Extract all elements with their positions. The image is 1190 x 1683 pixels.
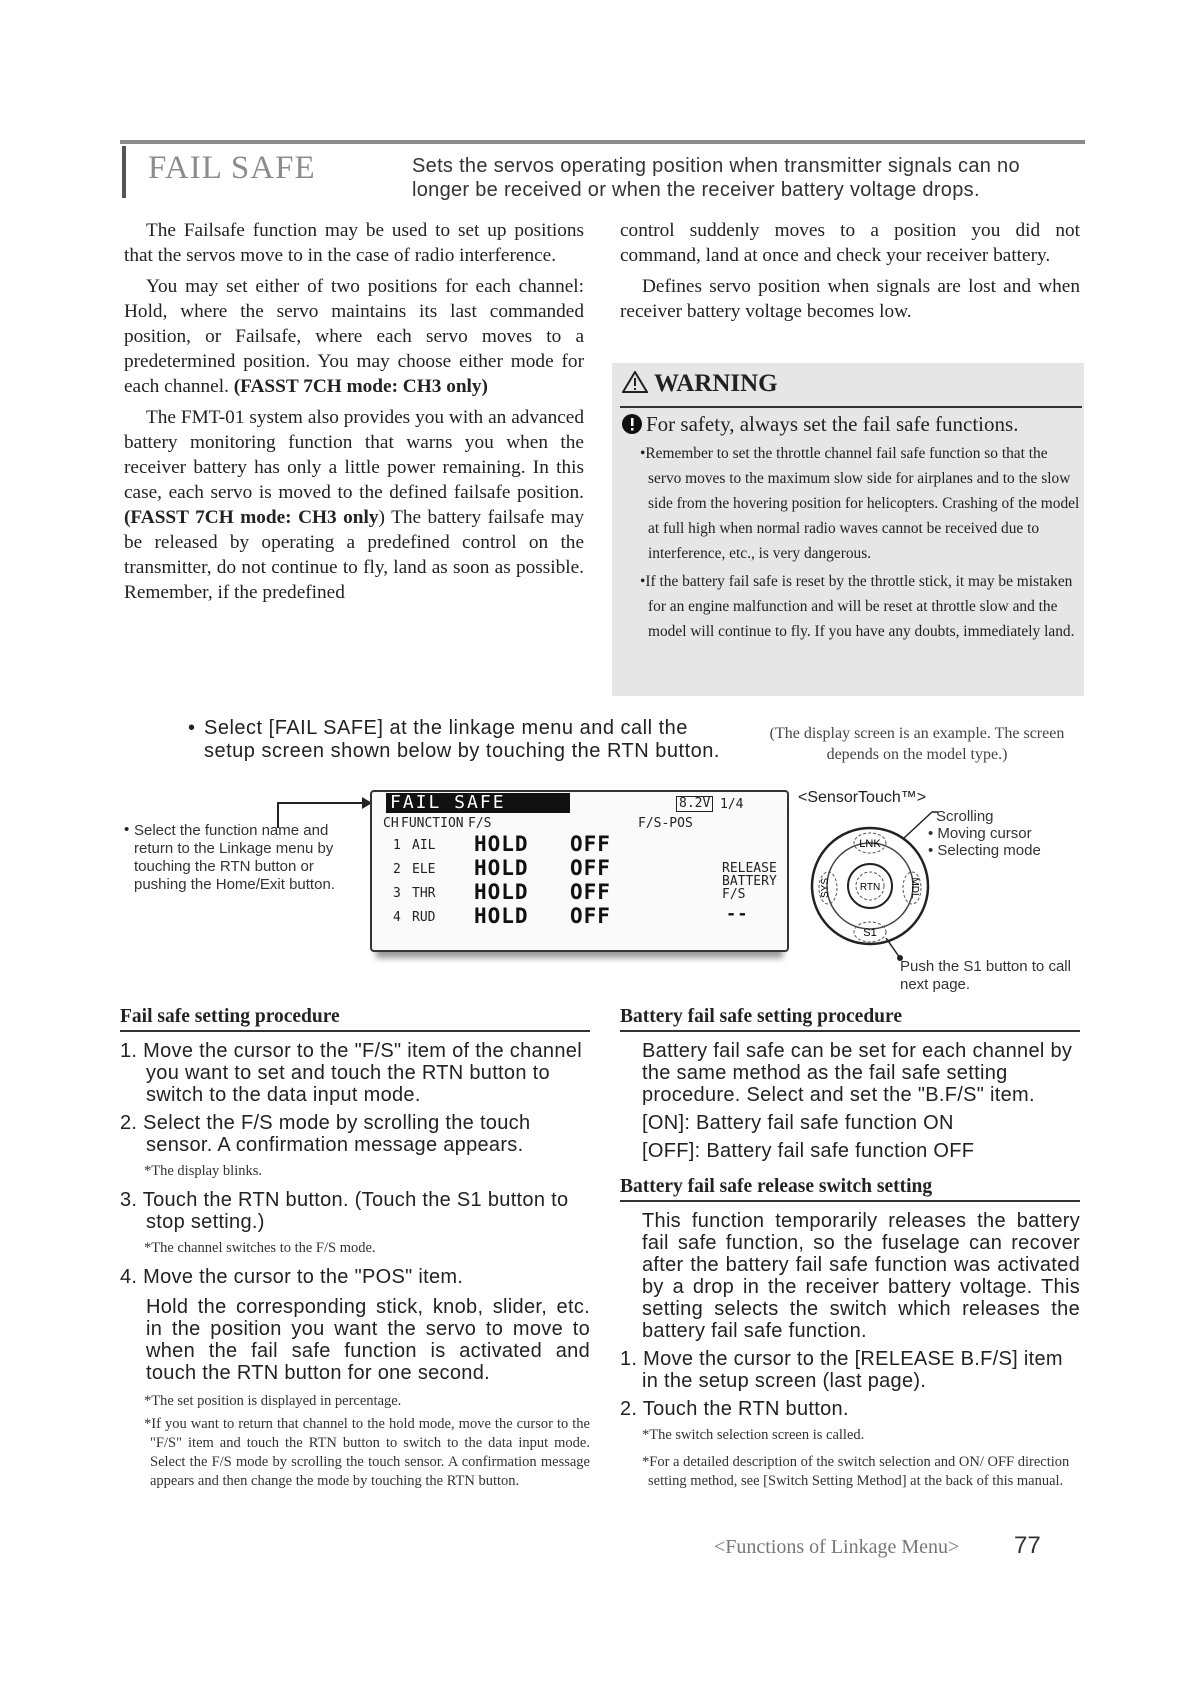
intro-line-1: Sets the servos operating position when transmitter signals can no [412,155,1020,177]
lcd-release-value[interactable]: -- [726,904,749,924]
release-step-2: 2. Touch the RTN button. [620,1398,849,1420]
note: *The channel switches to the F/S mode. [144,1240,376,1256]
display-note: (The display screen is an example. The screen depends on the model type.) [769,725,1065,763]
header-rule [120,140,1085,144]
paragraph-3: The FMT-01 system also provides you with an advanced battery monitoring function that warns you when the receiver battery has only a little power remaining. In this case, each servo is moved to the defined failsafe position. (FASST 7CH mode: CH3 only) The battery failsafe may be released by operating a predefined control on the transmitter, do not continue to fly, land as soon as possible. Remember, if the predefined [124,407,584,603]
right-column [620,218,1080,330]
lcd-row-func: ELE [412,862,436,877]
step-3: 3. Touch the RTN button. (Touch the S1 button to stop setting.) [120,1189,569,1233]
step-2: 2. Select the F/S mode by scrolling the touch sensor. A confirmation message appears. [120,1112,531,1156]
selecting-mode-label: • Selecting mode [928,842,1041,859]
lcd-row-func: RUD [412,910,436,925]
lcd-page-indicator: 1/4 [720,797,744,812]
intro-line-2: longer be received or when the receiver battery voltage drops. [412,179,980,201]
lcd-row-bfs[interactable]: OFF [570,880,611,904]
scrolling-label: Scrolling [936,808,994,825]
lcd-row-bfs[interactable]: OFF [570,832,611,856]
note: *The display blinks. [144,1163,263,1179]
callout-text: Select the function name and return to the Linkage menu by touching the RTN button or pushing the Home/Exit button. [134,822,335,893]
paragraph-1: The Failsafe function may be used to set up positions that the servos move to in the case of radio interference. [124,220,584,266]
note: *For a detailed description of the switch selection and ON/ OFF direction setting method, see [Switch Setting Method] at the back of this manual. [642,1454,1070,1489]
footer-section-label: <Functions of Linkage Menu> [714,1536,960,1558]
mdl-label: MDL [909,877,920,899]
section-rule [620,1030,1080,1032]
section-rule [120,1030,590,1032]
warning-headline: For safety, always set the fail safe functions. [622,412,1018,437]
bfs-paragraph: Battery fail safe can be set for each channel by the same method as the fail safe setting procedure. Select and set the "B.F/S" item. [642,1040,1073,1106]
lcd-row-bfs[interactable]: OFF [570,904,611,928]
lcd-header-fspos: F/S-POS [638,816,693,831]
intro-text [412,154,1092,202]
moving-cursor-label: • Moving cursor [928,825,1032,842]
note: *If you want to return that channel to the hold mode, move the cursor to the "F/S" item and touch the RTN button to switch to the data input mode. Select the F/S mode by scrolling the touch sensor. A confirmation message appears and then change the mode by touching the RTN button. [144,1416,590,1489]
step-4-detail: Hold the corresponding stick, knob, slider, etc. in the position you want the servo to move to when the fail safe function is activated and touch the RTN button for one second. [146,1296,590,1384]
lcd-row-ch: 1 [393,838,401,853]
battery-voltage-icon: 8.2V [676,796,713,812]
section-heading: Fail safe setting procedure [120,1006,340,1027]
s1-label: S1 [863,927,877,939]
bullet-dot: • [188,717,196,739]
section-heading: Battery fail safe release switch setting [620,1176,933,1197]
lcd-row-mode[interactable]: HOLD [474,904,529,928]
paragraph-defines: Defines servo position when signals are lost and when receiver battery voltage becomes low. [620,276,1080,322]
warning-rule [620,406,1082,408]
release-step-1: 1. Move the cursor to the [RELEASE B.F/S] item in the setup screen (last page). [620,1348,1063,1392]
lcd-row-func: THR [412,886,436,901]
section-heading: Battery fail safe setting procedure [620,1006,902,1027]
warning-list [632,441,1080,647]
lcd-row-func: AIL [412,838,436,853]
bfs-off: [OFF]: Battery fail safe function OFF [642,1140,975,1162]
title-bar [122,146,126,198]
paragraph-continued: control suddenly moves to a position you did not command, land at once and check your receiver battery. [620,220,1080,266]
push-s1-note: Push the S1 button to call next page. [900,958,1071,993]
note: *The set position is displayed in percentage. [144,1393,402,1409]
note: *The switch selection screen is called. [642,1427,865,1443]
sensor-touch-diagram [808,808,943,963]
lcd-row-ch: 2 [393,862,401,877]
lcd-header-ch: CH [383,816,399,831]
rtn-label: RTN [859,882,881,893]
sensor-legend [928,808,1041,859]
lcd-row-bfs[interactable]: OFF [570,856,611,880]
instruction-text: Select [FAIL SAFE] at the linkage menu and call the setup screen shown below by touching the RTN button. [204,717,720,762]
lcd-header-function: FUNCTION [401,816,464,831]
fail-safe-procedure [120,1006,590,1491]
lcd-row-mode[interactable]: HOLD [474,880,529,904]
exclamation-icon [622,414,642,434]
sensor-touch-title: <SensorTouch™> [798,789,927,806]
callout-dot: • [124,821,130,838]
section-rule [620,1200,1080,1202]
step-1: 1. Move the cursor to the "F/S" item of the channel you want to set and touch the RTN button to switch to the data input mode. [120,1040,582,1106]
warning-triangle-icon [622,371,648,393]
paragraph-2: You may set either of two positions for each channel: Hold, where the servo maintains its last commanded position, or Failsafe, where each servo moves to a predetermined position. You may choose either mode for each channel. (FASST 7CH mode: CH3 only) [124,276,584,397]
lcd-header-fs: F/S [468,816,492,831]
page-title: FAIL SAFE [148,150,316,186]
lcd-row-mode[interactable]: HOLD [474,856,529,880]
warning-title: WARNING [622,370,778,398]
lcd-row-ch: 3 [393,886,401,901]
page-number: 77 [1014,1532,1041,1559]
step-4: 4. Move the cursor to the "POS" item. [120,1266,464,1288]
warning-bullet: •Remember to set the throttle channel fail safe function so that the servo moves to the maximum slow side for airplanes and to the slow side from the hovering position for helicopters. Crashing of the model at full high when normal radio waves cannot be received due to interference, etc., is very dangerous. [640,445,1080,562]
warning-bullet: •If the battery fail safe is reset by the throttle stick, it may be mistaken for an engine malfunction and will be reset at throttle slow and the model will continue to fly. If you have any doubts, immediately land. [640,573,1075,640]
lnk-label: LNK [859,838,881,850]
bfs-on: [ON]: Battery fail safe function ON [642,1112,954,1134]
callout-arrow [276,790,372,830]
left-column [124,218,584,611]
sys-label: SYS [820,877,831,899]
lcd-row-mode[interactable]: HOLD [474,832,529,856]
lcd-release-battery-fs[interactable]: RELEASE BATTERY F/S [722,861,777,902]
lcd-row-ch: 4 [393,910,401,925]
lcd-title: FAIL SAFE [386,793,570,813]
release-paragraph: This function temporarily releases the battery fail safe function, so the fuselage can recover after the battery fail safe function was activated by a drop in the receiver battery voltage. This setting selects the switch which releases the battery fail safe function. [642,1210,1080,1342]
battery-fail-safe-procedure [620,1006,1080,1491]
